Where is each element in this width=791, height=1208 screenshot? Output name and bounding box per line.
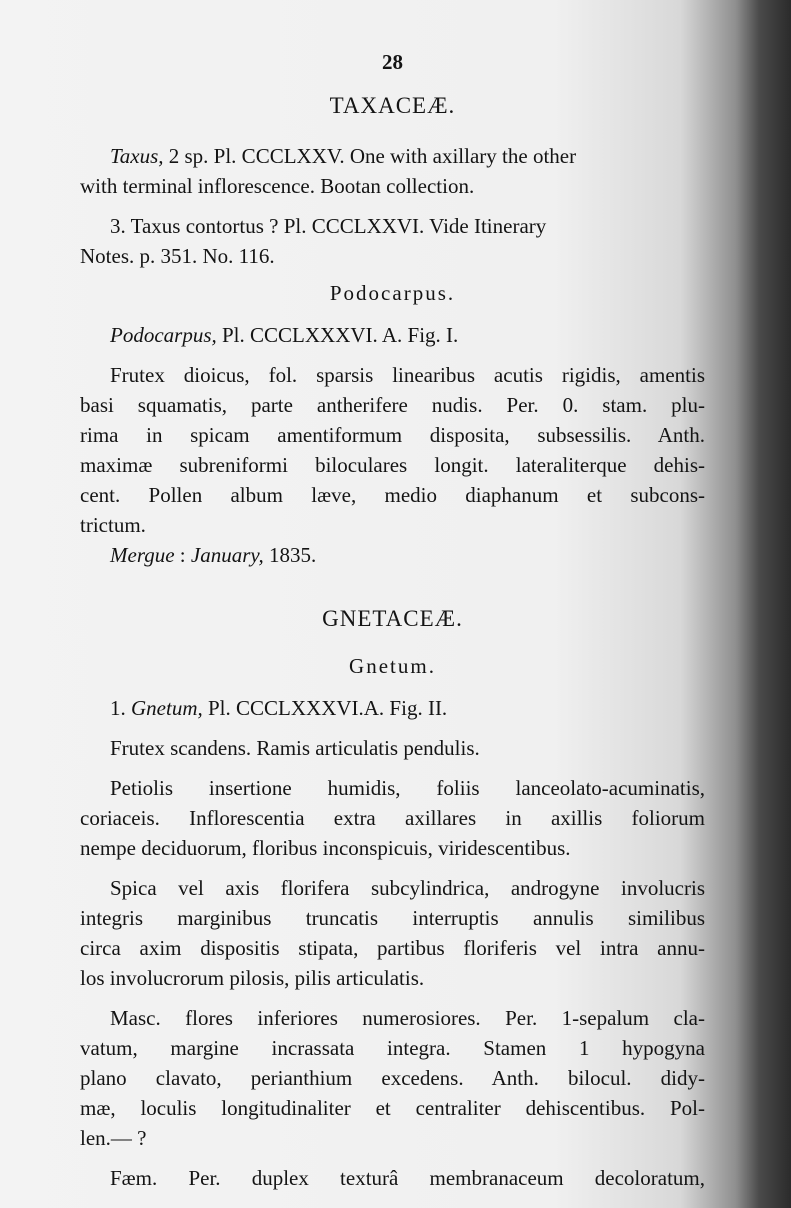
description-line: basi squamatis, parte antherifere nudis. Per. 0. stam. plu- — [80, 393, 705, 417]
genus-name: Taxus, — [110, 144, 164, 168]
paragraph — [80, 1163, 705, 1193]
genus-heading-podocarpus: Podocarpus. — [329, 281, 456, 305]
section-heading-taxaceae: TAXACEÆ. — [329, 93, 456, 118]
entry-text: Pl. CCCLXXXVI.A. Fig. II. — [202, 696, 448, 720]
entry-text: Notes. p. 351. No. 116. — [80, 244, 275, 268]
genus-heading-gnetum: Gnetum. — [349, 654, 436, 678]
podocarpus-entry — [80, 320, 705, 350]
paragraph-line: vatum, margine incrassata integra. Stamen 1 hypogyna — [80, 1036, 705, 1060]
paragraph — [80, 733, 705, 763]
paragraph — [80, 773, 705, 863]
section-heading-gnetaceae: GNETACEÆ. — [322, 606, 463, 631]
paragraph-line: coriaceis. Inflorescentia extra axillares in axillis foliorum — [80, 806, 705, 830]
paragraph-line: Frutex scandens. Ramis articulatis pendulis. — [110, 736, 480, 760]
genus-name: Podocarpus, — [110, 323, 217, 347]
description-line: maximæ subreniformi biloculares longit. lateraliterque dehis- — [80, 453, 705, 477]
entry-text: 3. Taxus contortus ? Pl. CCCLXXVI. Vide Itinerary — [110, 214, 547, 238]
paragraph-line: len.— ? — [80, 1126, 147, 1150]
taxus-contortus-entry — [80, 211, 705, 271]
description-line: Frutex dioicus, fol. sparsis linearibus acutis rigidis, amentis — [110, 363, 705, 387]
paragraph-line: circa axim dispositis stipata, partibus floriferis vel intra annu- — [80, 936, 705, 960]
paragraph-line: nempe deciduorum, floribus inconspicuis, viridescentibus. — [80, 836, 571, 860]
paragraph-line: Spica vel axis florifera subcylindrica, androgyne involucris — [110, 876, 705, 900]
description-line: cent. Pollen album læve, medio diaphanum et subcons- — [80, 483, 705, 507]
paragraph-line: plano clavato, perianthium excedens. Anth. bilocul. didy- — [80, 1066, 705, 1090]
entry-text: Pl. CCCLXXXVI. A. Fig. I. — [216, 323, 459, 347]
taxus-entry — [80, 141, 705, 201]
paragraph-line: Fæm. Per. duplex texturâ membranaceum decoloratum, — [110, 1166, 705, 1190]
page-number: 28 — [382, 50, 403, 74]
page-text — [80, 50, 705, 1203]
paragraph — [80, 1003, 705, 1153]
paragraph-line: integris marginibus truncatis interruptis annulis similibus — [80, 906, 705, 930]
paragraph-line: los involucrorum pilosis, pilis articulatis. — [80, 966, 425, 990]
locality-line: Mergue : January, 1835. — [110, 543, 317, 567]
paragraph — [80, 873, 705, 993]
paragraph-line: Masc. flores inferiores numerosiores. Per. 1-sepalum cla- — [110, 1006, 705, 1030]
gnetum-entry: 1. Gnetum, Pl. CCCLXXXVI.A. Fig. II. — [110, 696, 448, 720]
description-line: rima in spicam amentiformum disposita, subsessilis. Anth. — [80, 423, 705, 447]
entry-text: 2 sp. Pl. CCCLXXV. One with axillary the other — [163, 144, 577, 168]
description-line: trictum. — [80, 513, 146, 537]
paragraph-line: mæ, loculis longitudinaliter et centraliter dehiscentibus. Pol- — [80, 1096, 705, 1120]
genus-name: Gnetum, — [131, 696, 203, 720]
podocarpus-description — [80, 360, 705, 570]
entry-text: with terminal inflorescence. Bootan collection. — [80, 174, 475, 198]
paragraph-line: Petiolis insertione humidis, foliis lanceolato-acuminatis, — [110, 776, 705, 800]
